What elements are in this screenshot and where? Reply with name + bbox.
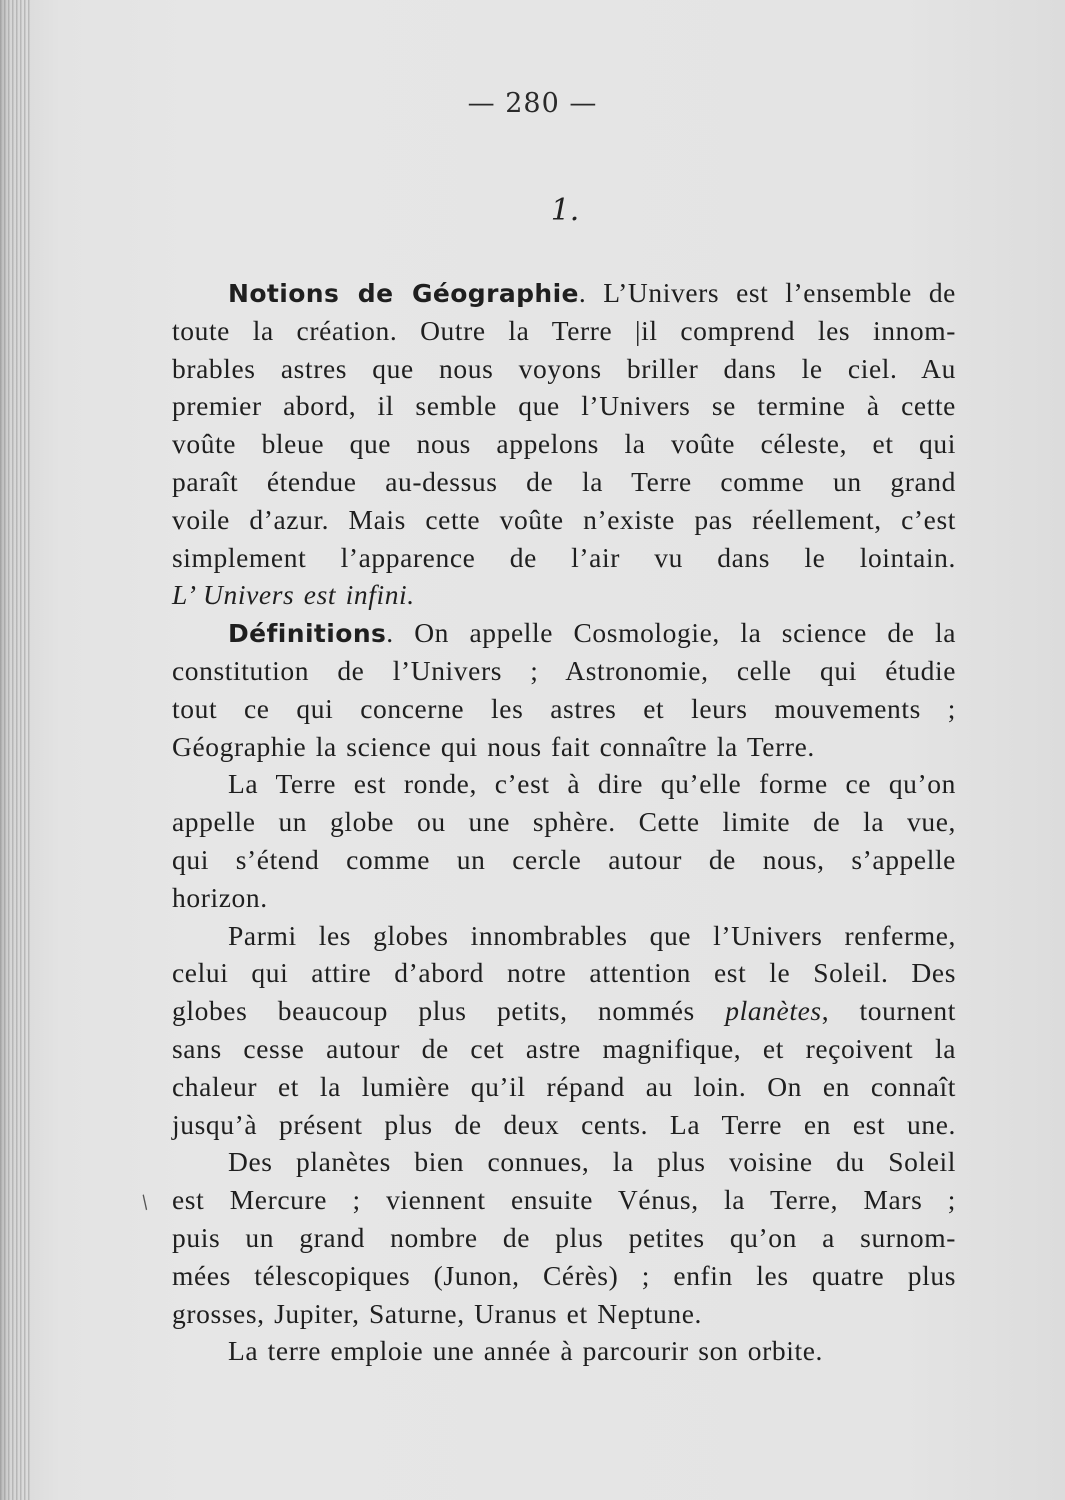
section-number: 1. — [550, 193, 580, 228]
text-line: Géographie la science qui nous fait connaître la Terre. — [172, 730, 815, 762]
heading-definitions: Définitions — [228, 619, 387, 649]
text-line: simplement l’apparence de l’air vu dans le lointain. — [172, 541, 956, 573]
text-line — [172, 614, 956, 652]
text-segment: . On appelle Cosmologie, la science de la — [386, 617, 956, 649]
text-line: sans cesse autour de cet astre magnifique, et reçoivent la — [172, 1032, 956, 1064]
text-line: appelle un globe ou une sphère. Cette limite de la vue, — [172, 806, 956, 838]
text-line: jusqu’à présent plus de deux cents. La Terre en est une. — [172, 1108, 956, 1140]
text-line — [172, 274, 956, 312]
text-line: est Mercure ; viennent ensuite Vénus, la Terre, Mars ; — [172, 1184, 956, 1216]
paragraph-terre-ronde — [172, 765, 956, 916]
text-line: constitution de l’Univers ; Astronomie, celle qui étudie — [172, 654, 956, 686]
page-body — [172, 274, 956, 1370]
text-line: chaleur et la lumière qu’il répand au loin. On en connaît — [172, 1070, 956, 1102]
text-line: grosses, Jupiter, Saturne, Uranus et Neptune. — [172, 1297, 703, 1329]
italic-term-planetes: planètes — [725, 995, 822, 1027]
text-line: celui qui attire d’abord notre attention est le Soleil. Des — [172, 957, 956, 989]
text-line: La Terre est ronde, c’est à dire qu’elle forme ce qu’on — [228, 768, 956, 800]
text-segment: , tournent — [821, 995, 957, 1027]
margin-pencil-mark: / — [137, 1191, 153, 1214]
text-line: premier abord, il semble que l’Univers se termine à cette — [172, 390, 956, 422]
text-segment: . L’Univers est l’ensemble de — [578, 277, 956, 308]
text-line: La terre emploie une année à parcourir son orbite. — [228, 1335, 823, 1367]
text-line: mées télescopiques (Junon, Cérès) ; enfin les quatre plus — [172, 1259, 956, 1291]
text-line: Parmi les globes innombrables que l’Univers renferme, — [228, 919, 956, 951]
text-line: voile d’azur. Mais cette voûte n’existe pas réellement, c’est — [172, 503, 956, 535]
text-line: brables astres que nous voyons briller dans le ciel. Au — [172, 352, 956, 384]
paragraph-notions — [172, 274, 956, 614]
text-line: tout ce qui concerne les astres et leurs mouvements ; — [172, 692, 956, 724]
text-line-italic: L’ Univers est infini. — [172, 579, 415, 611]
text-line: paraît étendue au-dessus de la Terre comme un grand — [172, 465, 956, 497]
heading-notions: Notions de Géographie — [228, 279, 579, 308]
page-number: — 280 — — [467, 88, 598, 119]
paragraph-globes — [172, 917, 956, 1144]
text-line: puis un grand nombre de plus petites qu’on a surnom- — [172, 1221, 956, 1253]
paragraph-definitions — [172, 614, 956, 765]
paragraph-planetes — [172, 1143, 956, 1332]
text-line — [172, 992, 956, 1030]
paragraph-orbite — [172, 1332, 956, 1370]
text-line: qui s’étend comme un cercle autour de nous, s’appelle — [172, 843, 956, 875]
text-line: voûte bleue que nous appelons la voûte céleste, et qui — [172, 428, 956, 460]
text-line: Des planètes bien connues, la plus voisine du Soleil — [228, 1146, 956, 1178]
text-line: toute la création. Outre la Terre |il comprend les innom- — [172, 314, 956, 346]
text-segment: globes beaucoup plus petits, nommés — [172, 995, 726, 1027]
text-line: horizon. — [172, 881, 268, 913]
